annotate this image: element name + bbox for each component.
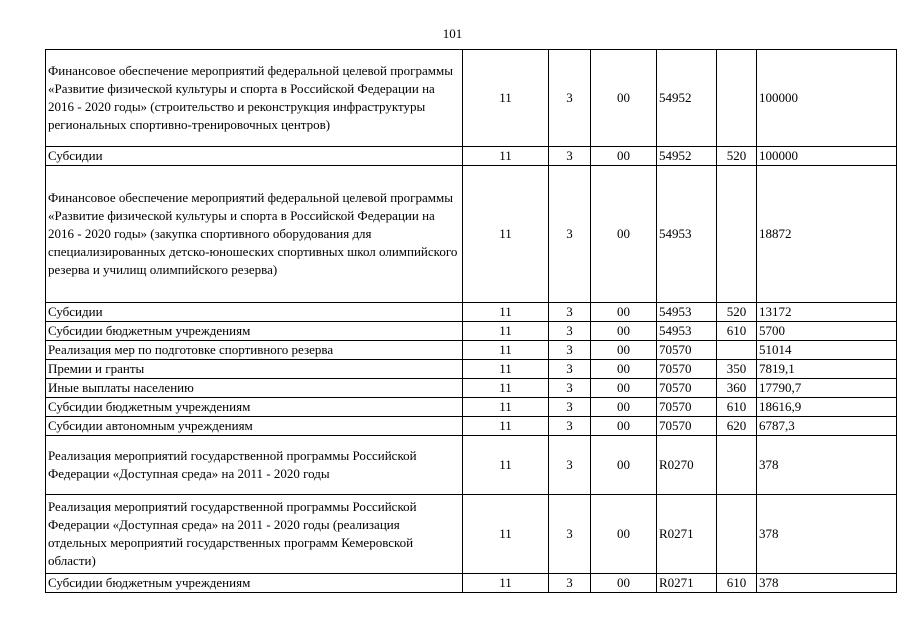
amount-cell: 378 — [757, 574, 897, 593]
row-name: Финансовое обеспечение мероприятий федеральной целевой программы «Развитие физической культуры и спорта в Российской Федерации на 2016 - 2020 годы» (строительство и реконструкция инфраструктуры региональных спортивно-тренировочных центров) — [46, 50, 463, 147]
subsection-cell: 3 — [549, 166, 591, 303]
target-code-cell: 70570 — [657, 360, 717, 379]
amount-cell: 17790,7 — [757, 379, 897, 398]
program-cell: 00 — [591, 495, 657, 574]
amount-cell: 378 — [757, 495, 897, 574]
row-name: Субсидии бюджетным учреждениям — [46, 574, 463, 593]
subsection-cell: 3 — [549, 322, 591, 341]
row-name: Реализация мероприятий государственной программы Российской Федерации «Доступная среда» на 2011 - 2020 годы — [46, 436, 463, 495]
row-name: Иные выплаты населению — [46, 379, 463, 398]
expense-type-cell: 350 — [717, 360, 757, 379]
target-code-cell: 54952 — [657, 147, 717, 166]
expense-type-cell: 610 — [717, 574, 757, 593]
amount-cell: 6787,3 — [757, 417, 897, 436]
amount-cell: 378 — [757, 436, 897, 495]
section-cell: 11 — [463, 50, 549, 147]
program-cell: 00 — [591, 379, 657, 398]
subsection-cell: 3 — [549, 147, 591, 166]
section-cell: 11 — [463, 417, 549, 436]
section-cell: 11 — [463, 436, 549, 495]
subsection-cell: 3 — [549, 303, 591, 322]
table-row — [46, 574, 897, 593]
program-cell: 00 — [591, 147, 657, 166]
section-cell: 11 — [463, 322, 549, 341]
row-name: Субсидии автономным учреждениям — [46, 417, 463, 436]
program-cell: 00 — [591, 574, 657, 593]
section-cell: 11 — [463, 495, 549, 574]
page-number: 101 — [442, 26, 463, 41]
amount-cell: 7819,1 — [757, 360, 897, 379]
table-row — [46, 360, 897, 379]
expense-type-cell — [717, 436, 757, 495]
table-row — [46, 495, 897, 574]
expense-type-cell: 610 — [717, 322, 757, 341]
section-cell: 11 — [463, 398, 549, 417]
section-cell: 11 — [463, 303, 549, 322]
target-code-cell: 70570 — [657, 341, 717, 360]
table-row — [46, 147, 897, 166]
section-cell: 11 — [463, 166, 549, 303]
section-cell: 11 — [463, 147, 549, 166]
section-cell: 11 — [463, 379, 549, 398]
subsection-cell: 3 — [549, 574, 591, 593]
amount-cell: 5700 — [757, 322, 897, 341]
section-cell: 11 — [463, 341, 549, 360]
subsection-cell: 3 — [549, 360, 591, 379]
table-row — [46, 398, 897, 417]
subsection-cell: 3 — [549, 495, 591, 574]
expense-type-cell — [717, 341, 757, 360]
table-row — [46, 166, 897, 303]
table-row — [46, 417, 897, 436]
row-name: Премии и гранты — [46, 360, 463, 379]
subsection-cell: 3 — [549, 398, 591, 417]
target-code-cell: 54953 — [657, 166, 717, 303]
subsection-cell: 3 — [549, 436, 591, 495]
row-name: Финансовое обеспечение мероприятий федеральной целевой программы «Развитие физической культуры и спорта в Российской Федерации на 2016 - 2020 годы» (закупка спортивного оборудования для специализированных детско-юношеских спортивных школ олимпийского резерва и училищ олимпийского резерва) — [46, 166, 463, 303]
subsection-cell: 3 — [549, 50, 591, 147]
program-cell: 00 — [591, 417, 657, 436]
expense-type-cell — [717, 495, 757, 574]
row-name: Субсидии бюджетным учреждениям — [46, 398, 463, 417]
program-cell: 00 — [591, 436, 657, 495]
target-code-cell: 70570 — [657, 379, 717, 398]
expense-type-cell: 360 — [717, 379, 757, 398]
table-row — [46, 341, 897, 360]
expense-type-cell: 520 — [717, 147, 757, 166]
section-cell: 11 — [463, 574, 549, 593]
row-name: Субсидии — [46, 303, 463, 322]
program-cell: 00 — [591, 360, 657, 379]
program-cell: 00 — [591, 166, 657, 303]
program-cell: 00 — [591, 50, 657, 147]
program-cell: 00 — [591, 341, 657, 360]
section-cell: 11 — [463, 360, 549, 379]
amount-cell: 18872 — [757, 166, 897, 303]
table-row — [46, 379, 897, 398]
target-code-cell: R0271 — [657, 574, 717, 593]
table-row — [46, 50, 897, 147]
target-code-cell: 54953 — [657, 303, 717, 322]
target-code-cell: 54953 — [657, 322, 717, 341]
subsection-cell: 3 — [549, 379, 591, 398]
amount-cell: 13172 — [757, 303, 897, 322]
table-row — [46, 303, 897, 322]
program-cell: 00 — [591, 398, 657, 417]
budget-table — [45, 49, 897, 593]
amount-cell: 51014 — [757, 341, 897, 360]
subsection-cell: 3 — [549, 341, 591, 360]
row-name: Реализация мер по подготовке спортивного резерва — [46, 341, 463, 360]
target-code-cell: 54952 — [657, 50, 717, 147]
target-code-cell: R0270 — [657, 436, 717, 495]
amount-cell: 100000 — [757, 50, 897, 147]
target-code-cell: 70570 — [657, 398, 717, 417]
row-name: Реализация мероприятий государственной программы Российской Федерации «Доступная среда» на 2011 - 2020 годы (реализация отдельных мероприятий государственных программ Кемеровской области) — [46, 495, 463, 574]
target-code-cell: R0271 — [657, 495, 717, 574]
row-name: Субсидии бюджетным учреждениям — [46, 322, 463, 341]
amount-cell: 100000 — [757, 147, 897, 166]
program-cell: 00 — [591, 303, 657, 322]
row-name: Субсидии — [46, 147, 463, 166]
expense-type-cell: 520 — [717, 303, 757, 322]
target-code-cell: 70570 — [657, 417, 717, 436]
table-row — [46, 322, 897, 341]
expense-type-cell: 620 — [717, 417, 757, 436]
table-row — [46, 436, 897, 495]
expense-type-cell: 610 — [717, 398, 757, 417]
program-cell: 00 — [591, 322, 657, 341]
expense-type-cell — [717, 166, 757, 303]
expense-type-cell — [717, 50, 757, 147]
amount-cell: 18616,9 — [757, 398, 897, 417]
subsection-cell: 3 — [549, 417, 591, 436]
